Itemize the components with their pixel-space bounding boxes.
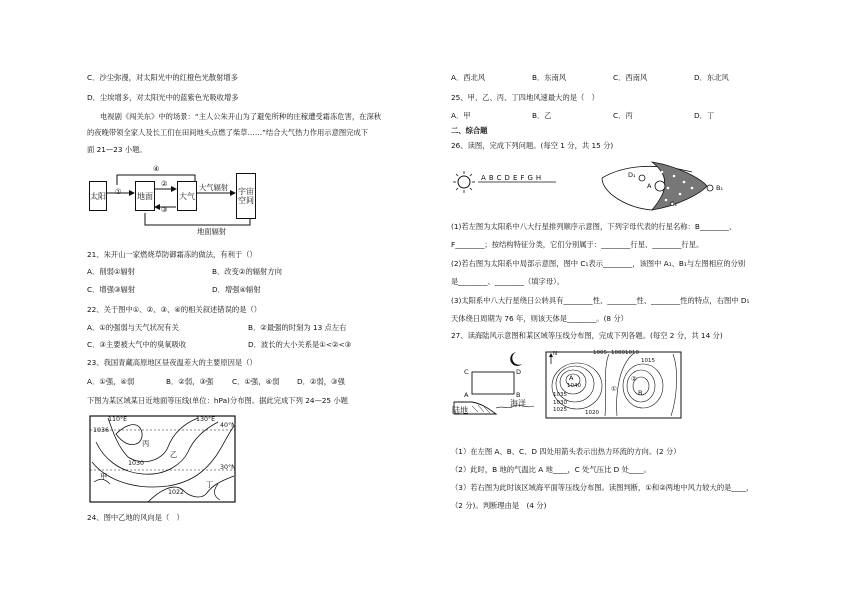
point-d: D (516, 368, 522, 376)
iso-1035: 1035 (553, 392, 567, 398)
q21-option-a: A．削弱①辐射 (87, 267, 136, 276)
q26-2-line1: (2)若右图为太阳系中局部示意图，图中 C₁表示________，该图中 A₁、B₁与左图相应的分别 (451, 259, 746, 268)
sun-box: 太阳 (89, 181, 107, 211)
iso-1025: 1025 (553, 407, 567, 413)
q25: 25、甲、乙、丙、丁四地风速最大的是（ ） (451, 93, 599, 102)
point-2: ② (631, 375, 637, 383)
point-a: A (464, 391, 469, 399)
q22-option-d: D．波长的大小关系是①<②<③ (248, 340, 352, 349)
planet-letters: A B C D E F G H (481, 174, 542, 182)
label-2: ② (161, 179, 168, 188)
q22-option-c: C．③主要被大气中的臭氧吸收 (87, 340, 187, 349)
location-jia: 甲 (100, 472, 108, 481)
region-isobar-map (545, 348, 683, 420)
sea-land-breeze-diagram (452, 346, 537, 418)
solar-system-diagram (452, 158, 782, 216)
low-b: B (638, 389, 643, 397)
label-d1: D₁ (628, 171, 636, 179)
iso-1005: 1005 (593, 350, 607, 356)
isobar-1036: 1036 (93, 427, 110, 434)
ground-radiation-label: 地面辐射 (197, 227, 227, 236)
intro-line-1: 电视剧《闯关东》中的场景：“主人公朱开山为了避免所种的庄稼遭受霜冻危害，在深秋 (100, 112, 382, 121)
map-intro: 下图为某区域某日近地面等压线(单位：hPa)分布图。据此完成下列 24—25 小题 (87, 396, 348, 405)
label-1: ① (115, 187, 122, 196)
location-ding: 丁 (206, 480, 214, 489)
land-label: 陆地 (452, 406, 468, 415)
q26: 26、读图，完成下列问题。(每空 1 分，共 15 分) (451, 141, 614, 150)
label-3: ③ (161, 205, 168, 214)
q21-option-c: C．增强③辐射 (87, 285, 136, 294)
q26-3-line1: (3)太阳系中八大行星绕日公转具有________性、________性、________性的特点，右图中 D₁ (451, 296, 750, 305)
isobar-1022: 1022 (168, 489, 185, 496)
iso-1015: 1015 (641, 358, 655, 364)
q22-option-b: B．②最强的时刻为 13 点左右 (248, 323, 347, 332)
q24-option-b: B．东南风 (532, 73, 567, 82)
q26-2-line2: 是________、________（填字母）。 (451, 277, 565, 286)
q26-1-line1: (1)若左图为太阳系中八大行星排列顺序示意图，下列字母代表的行星名称：B________、 (451, 222, 737, 231)
ground-box: 地面 (135, 181, 155, 211)
q27-3-line2: （2 分)。判断理由是 (4 分) (451, 501, 547, 510)
iso-1010: 1010 (625, 350, 639, 356)
q26-1-line2: F________；按结构特征分类，它们分别属于：________行星、________行星。 (451, 240, 704, 249)
q23-option-c: C．①强，④弱 (232, 377, 280, 386)
label-b1: B₁ (716, 184, 724, 192)
label-a1: A (647, 182, 652, 190)
intro-line-2: 的夜晚带领全家人及长工们在田间地头点燃了柴草……”结合大气热力作用示意图完成下 (87, 128, 369, 137)
section-heading: 二、综合题 (451, 126, 488, 135)
iso-1020: 1020 (585, 410, 599, 416)
lat-30: 30°N (220, 464, 236, 471)
q24: 24、图中乙地的风向是（ ） (87, 513, 184, 522)
q23-option-a: A．①强，④弱 (87, 377, 135, 386)
point-b: B (516, 391, 521, 399)
heat-diagram (87, 163, 267, 241)
q20-option-d: D．尘埃增多，对太阳光中的蓝紫色光吸收增多 (87, 93, 239, 102)
label-4: ④ (153, 164, 160, 173)
q27: 27、读海陆风示意图和某区域等压线分布图，完成下列各题。(每空 2 分，共 14 分) (451, 331, 723, 340)
q27-2: （2）此时，B 地的气温比 A 地____，C 处气压比 D 处____。 (451, 465, 651, 474)
q21: 21、朱开山一家燃烧草防御霜冻的做法，有利于（） (87, 250, 257, 259)
high-a: A (569, 374, 574, 382)
atmosphere-box: 大气 (177, 181, 197, 211)
isobar-1030: 1030 (128, 460, 145, 467)
location-bing: 丙 (142, 439, 150, 448)
iso-1000: 1000 (611, 350, 625, 356)
q21-option-d: D．增强④辐射 (212, 285, 261, 294)
q25-option-a: A．甲 (451, 111, 471, 120)
q26-3-line2: 天体绕日周期为 76 年，则该天体是________。(8 分） (451, 314, 628, 323)
label-c1: C₁ (670, 200, 678, 208)
sea-label: 海洋 (510, 399, 526, 408)
q24-option-d: D．东北风 (694, 73, 729, 82)
iso-1030: 1030 (553, 400, 567, 406)
q20-option-c: C．沙尘弥漫，对太阳光中的红橙色光散射增多 (87, 73, 239, 82)
lon-110: 110°E (108, 416, 128, 423)
lat-40: 40°N (220, 422, 236, 429)
q22-option-a: A．①的强弱与天气状况有关 (87, 323, 179, 332)
atmos-radiation-label: 大气辐射 (199, 183, 229, 192)
location-yi: 乙 (170, 450, 178, 459)
q27-3-line1: （3）若右图为此时该区域海平面等压线分布图。读图判断，①和②两地中风力较大的是____， (451, 483, 754, 492)
point-1: ① (611, 385, 617, 393)
point-c: C (464, 368, 469, 376)
space-box: 宇宙空间 (236, 173, 256, 219)
isobar-map (88, 412, 248, 504)
q24-option-a: A．西北风 (451, 73, 486, 82)
q24-option-c: C．西南风 (613, 73, 648, 82)
iso-1040: 1040 (567, 383, 581, 389)
q25-option-b: B．乙 (532, 111, 552, 120)
intro-line-3: 面 21—23 小题。 (87, 145, 147, 154)
lon-130: 130°E (196, 416, 216, 423)
q27-1: （1）在左图 A、B、C、D 四处用箭头表示出热力环流的方向。(2 分） (451, 447, 681, 456)
q23-option-d: D．②弱，③强 (297, 377, 345, 386)
q25-option-c: C．丙 (613, 111, 633, 120)
q22: 22、关于图中①、②、③、④的相关叙述错误的是（） (87, 305, 262, 314)
north-label: N (553, 351, 558, 357)
q21-option-b: B．改变②的辐射方向 (212, 267, 282, 276)
q23-option-b: B．②弱，③强 (166, 377, 214, 386)
q25-option-d: D．丁 (694, 111, 715, 120)
q23: 23、我国青藏高原地区昼夜温差大的主要原因是（） (87, 358, 257, 367)
